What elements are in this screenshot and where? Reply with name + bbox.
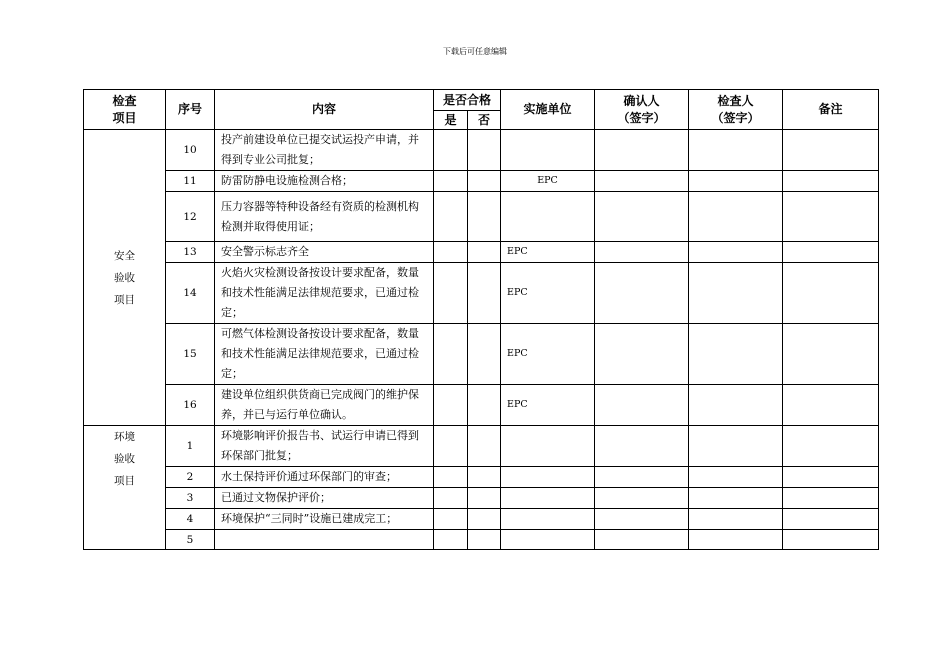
row-unit (501, 426, 595, 467)
cell-yes[interactable] (434, 385, 468, 426)
cell-inspector-sign[interactable] (689, 426, 783, 467)
cell-confirmer-sign[interactable] (595, 171, 689, 192)
group-label-line: 安全 (114, 249, 135, 262)
row-seq: 13 (166, 242, 215, 263)
cell-inspector-sign[interactable] (689, 171, 783, 192)
cell-yes[interactable] (434, 171, 468, 192)
row-content: 压力容器等特种设备经有资质的检测机构检测并取得使用证； (215, 192, 434, 242)
row-unit: EPC (501, 263, 595, 324)
cell-inspector-sign[interactable] (689, 385, 783, 426)
cell-no[interactable] (468, 426, 501, 467)
group-label-line: 验收 (114, 453, 135, 465)
header-seq: 序号 (166, 90, 215, 130)
cell-remark[interactable] (783, 192, 879, 242)
cell-no[interactable] (468, 171, 501, 192)
cell-remark[interactable] (783, 509, 879, 530)
row-seq: 1 (166, 426, 215, 467)
cell-inspector-sign[interactable] (689, 192, 783, 242)
cell-confirmer-sign[interactable] (595, 530, 689, 550)
row-seq: 15 (166, 324, 215, 385)
header-no: 否 (468, 111, 501, 130)
cell-yes[interactable] (434, 467, 468, 488)
header-item-line1: 检查 (112, 93, 137, 108)
row-unit (501, 509, 595, 530)
row-unit: EPC (501, 171, 595, 192)
cell-inspector-sign[interactable] (689, 509, 783, 530)
group-label-line: 环境 (114, 431, 135, 443)
row-seq: 14 (166, 263, 215, 324)
row-content: 可燃气体检测设备按设计要求配备，数量和技术性能满足法律规范要求，已通过检定； (215, 324, 434, 385)
group-label-line: 验收 (114, 271, 135, 284)
header-unit: 实施单位 (501, 90, 595, 130)
group-label-line: 项目 (114, 293, 135, 306)
cell-remark[interactable] (783, 324, 879, 385)
row-content: 环境影响评价报告书、试运行申请已得到环保部门批复； (215, 426, 434, 467)
cell-yes[interactable] (434, 488, 468, 509)
cell-confirmer-sign[interactable] (595, 263, 689, 324)
table-row (84, 530, 879, 550)
table-row (84, 467, 879, 488)
row-seq: 2 (166, 467, 215, 488)
cell-yes[interactable] (434, 324, 468, 385)
row-unit: EPC (501, 242, 595, 263)
header-yes: 是 (434, 111, 468, 130)
table-row (84, 426, 879, 467)
row-seq: 10 (166, 130, 215, 171)
cell-remark[interactable] (783, 488, 879, 509)
row-seq: 5 (166, 530, 215, 550)
row-unit (501, 130, 595, 171)
cell-yes[interactable] (434, 130, 468, 171)
row-content: 防雷防静电设施检测合格； (215, 171, 434, 192)
header-remark: 备注 (783, 90, 879, 130)
watermark-text: 下载后可任意编辑 (443, 47, 507, 56)
row-unit: EPC (501, 385, 595, 426)
group-label-safety (84, 130, 166, 426)
cell-confirmer-sign[interactable] (595, 509, 689, 530)
cell-no[interactable] (468, 242, 501, 263)
cell-remark[interactable] (783, 171, 879, 192)
table-row (84, 263, 879, 324)
row-content: 建设单位组织供货商已完成阀门的维护保养，并已与运行单位确认。 (215, 385, 434, 426)
table-row (84, 385, 879, 426)
header-confirmer-line2: （签字） (617, 110, 666, 125)
cell-confirmer-sign[interactable] (595, 130, 689, 171)
cell-remark[interactable] (783, 242, 879, 263)
cell-remark[interactable] (783, 130, 879, 171)
group-label-environment (84, 426, 166, 550)
header-inspector (689, 90, 783, 130)
header-content: 内容 (215, 90, 434, 130)
cell-no[interactable] (468, 530, 501, 550)
cell-yes[interactable] (434, 242, 468, 263)
cell-confirmer-sign[interactable] (595, 426, 689, 467)
header-confirmer (595, 90, 689, 130)
cell-no[interactable] (468, 385, 501, 426)
cell-inspector-sign[interactable] (689, 467, 783, 488)
row-content: 投产前建设单位已提交试运投产申请，并得到专业公司批复； (215, 130, 434, 171)
row-seq: 3 (166, 488, 215, 509)
row-seq: 16 (166, 385, 215, 426)
row-unit: EPC (501, 324, 595, 385)
row-seq: 4 (166, 509, 215, 530)
row-unit (501, 192, 595, 242)
header-inspector-line2: （签字） (711, 110, 760, 125)
cell-inspector-sign[interactable] (689, 488, 783, 509)
cell-yes[interactable] (434, 426, 468, 467)
cell-no[interactable] (468, 263, 501, 324)
row-seq: 12 (166, 192, 215, 242)
row-unit (501, 530, 595, 550)
cell-inspector-sign[interactable] (689, 130, 783, 171)
table-row (84, 192, 879, 242)
cell-no[interactable] (468, 509, 501, 530)
row-content: 火焰火灾检测设备按设计要求配备，数量和技术性能满足法律规范要求，已通过检定； (215, 263, 434, 324)
table-row (84, 242, 879, 263)
cell-remark[interactable] (783, 467, 879, 488)
cell-inspector-sign[interactable] (689, 263, 783, 324)
cell-remark[interactable] (783, 263, 879, 324)
cell-remark[interactable] (783, 530, 879, 550)
row-seq: 11 (166, 171, 215, 192)
cell-yes[interactable] (434, 530, 468, 550)
cell-no[interactable] (468, 324, 501, 385)
row-content: 水土保持评价通过环保部门的审查； (215, 467, 434, 488)
cell-inspector-sign[interactable] (689, 242, 783, 263)
cell-remark[interactable] (783, 385, 879, 426)
group-label-line: 项目 (114, 475, 135, 487)
header-qualified: 是否合格 (434, 90, 501, 111)
cell-inspector-sign[interactable] (689, 324, 783, 385)
cell-no[interactable] (468, 192, 501, 242)
header-confirmer-line1: 确认人 (623, 93, 660, 108)
row-content (215, 530, 434, 550)
cell-confirmer-sign[interactable] (595, 324, 689, 385)
table-row (84, 130, 879, 171)
header-inspector-line1: 检查人 (717, 93, 754, 108)
header-item (84, 90, 166, 130)
table-row (84, 488, 879, 509)
cell-confirmer-sign[interactable] (595, 242, 689, 263)
cell-confirmer-sign[interactable] (595, 192, 689, 242)
table-row (84, 171, 879, 192)
cell-yes[interactable] (434, 192, 468, 242)
cell-no[interactable] (468, 130, 501, 171)
row-unit (501, 467, 595, 488)
row-content: 安全警示标志齐全 (215, 242, 434, 263)
cell-no[interactable] (468, 467, 501, 488)
acceptance-check-table (83, 89, 879, 550)
row-unit (501, 488, 595, 509)
cell-confirmer-sign[interactable] (595, 467, 689, 488)
header-item-line2: 项目 (112, 110, 137, 125)
cell-confirmer-sign[interactable] (595, 488, 689, 509)
cell-confirmer-sign[interactable] (595, 385, 689, 426)
row-content: 已通过文物保护评价； (215, 488, 434, 509)
cell-inspector-sign[interactable] (689, 530, 783, 550)
cell-remark[interactable] (783, 426, 879, 467)
cell-yes[interactable] (434, 509, 468, 530)
cell-yes[interactable] (434, 263, 468, 324)
table-row (84, 324, 879, 385)
table-row (84, 509, 879, 530)
cell-no[interactable] (468, 488, 501, 509)
row-content: 环境保护“三同时”设施已建成完工； (215, 509, 434, 530)
